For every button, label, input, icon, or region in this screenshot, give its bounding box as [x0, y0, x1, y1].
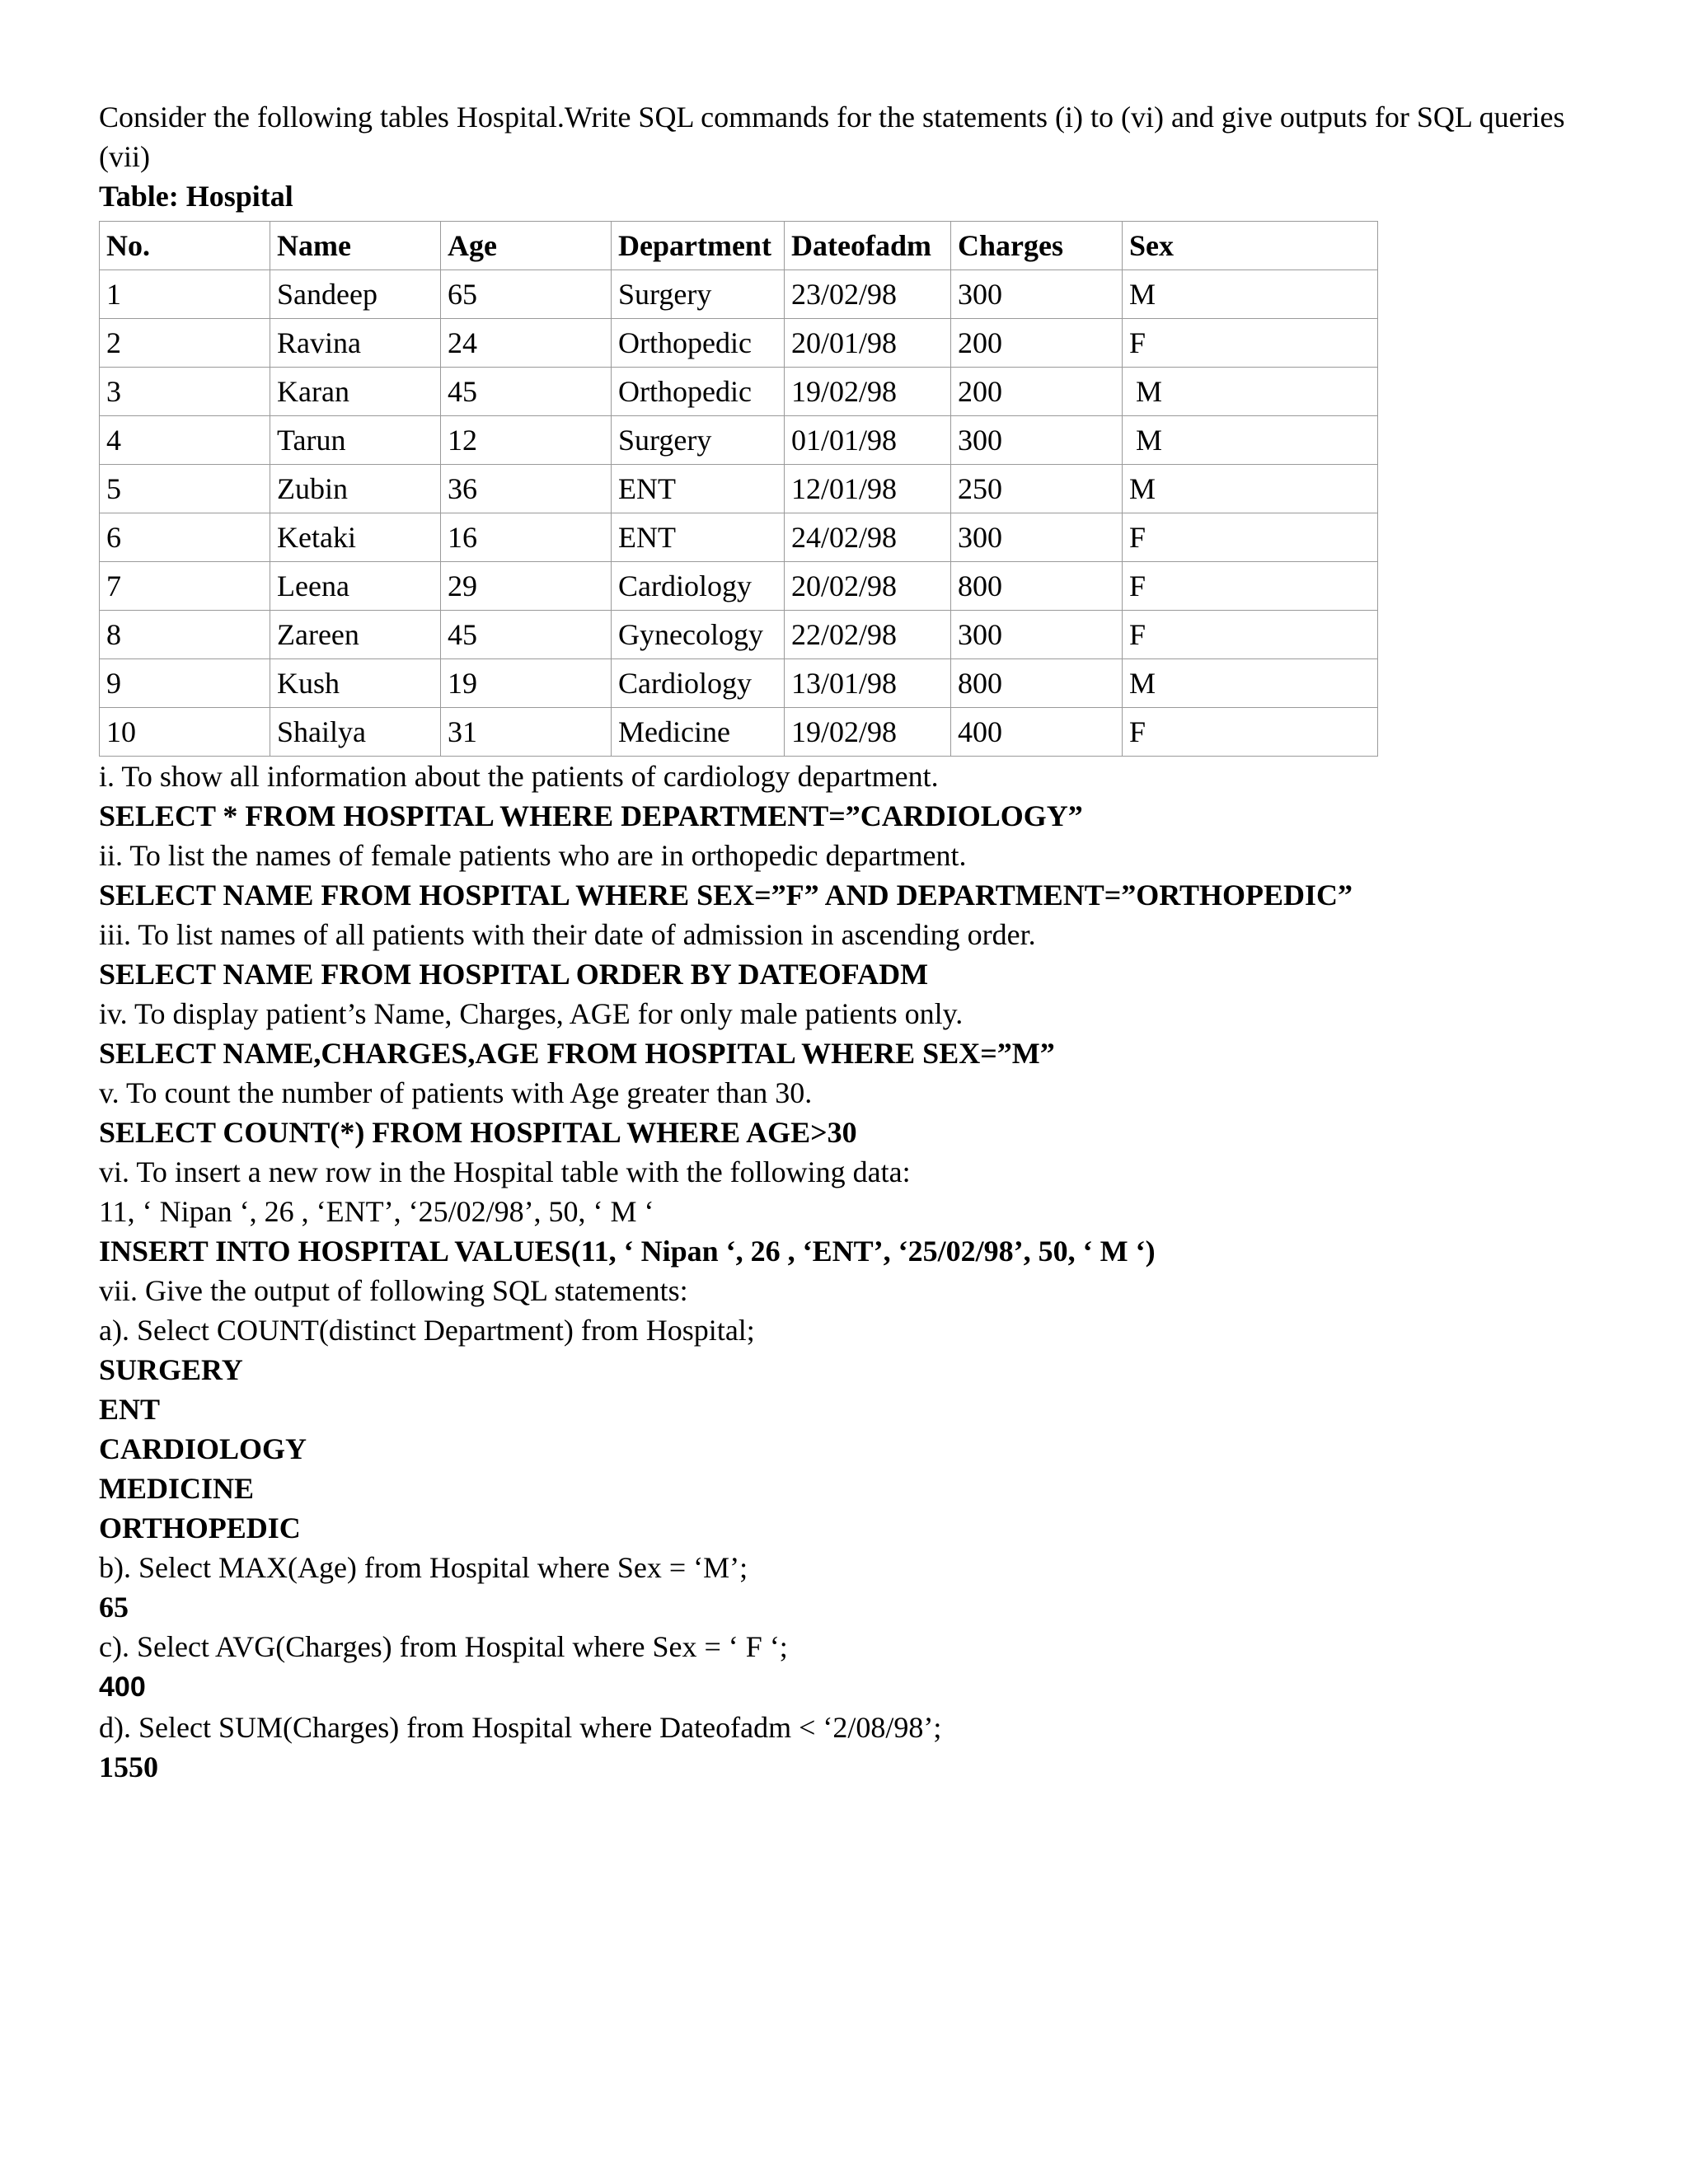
table-cell: 19/02/98 — [785, 368, 951, 416]
table-cell: Surgery — [612, 270, 785, 319]
table-cell: 45 — [441, 611, 612, 659]
table-cell: 22/02/98 — [785, 611, 951, 659]
table-cell: Zareen — [270, 611, 441, 659]
table-cell: Ketaki — [270, 513, 441, 562]
table-cell: 19 — [441, 659, 612, 708]
table-cell: Gynecology — [612, 611, 785, 659]
table-cell: 23/02/98 — [785, 270, 951, 319]
answer-7c: 400 — [99, 1671, 146, 1703]
table-cell: 12 — [441, 416, 612, 465]
intro-text: Consider the following tables Hospital.Write SQL commands for the statements (i) to (vi) and give outputs for SQL queries (vii) — [99, 101, 1565, 173]
table-cell: 300 — [951, 270, 1123, 319]
table-cell: ENT — [612, 513, 785, 562]
table-cell: 29 — [441, 562, 612, 611]
table-cell: 45 — [441, 368, 612, 416]
answer-7d: 1550 — [99, 1750, 158, 1783]
answer-5: SELECT COUNT(*) FROM HOSPITAL WHERE AGE>30 — [99, 1116, 857, 1149]
table-row — [100, 513, 1378, 562]
question-1: i. To show all information about the patients of cardiology department. — [99, 760, 939, 793]
table-cell: 01/01/98 — [785, 416, 951, 465]
table-cell: 19/02/98 — [785, 708, 951, 757]
question-4: iv. To display patient’s Name, Charges, AGE for only male patients only. — [99, 997, 964, 1030]
table-cell: F — [1123, 562, 1378, 611]
table-cell: 200 — [951, 319, 1123, 368]
table-cell: M — [1123, 659, 1378, 708]
table-cell: Orthopedic — [612, 319, 785, 368]
table-cell: 13/01/98 — [785, 659, 951, 708]
table-cell: M — [1123, 465, 1378, 513]
table-cell: 1 — [100, 270, 270, 319]
table-row — [100, 659, 1378, 708]
table-cell: Sandeep — [270, 270, 441, 319]
answer-7b: 65 — [99, 1591, 129, 1624]
question-6-data: 11, ‘ Nipan ‘, 26 , ‘ENT’, ‘25/02/98’, 50, ‘ M ‘ — [99, 1195, 654, 1228]
answer-3: SELECT NAME FROM HOSPITAL ORDER BY DATEOFADM — [99, 958, 929, 991]
header-cell: Dateofadm — [785, 222, 951, 270]
table-cell: 800 — [951, 659, 1123, 708]
header-cell: Sex — [1123, 222, 1378, 270]
question-2: ii. To list the names of female patients who are in orthopedic department. — [99, 839, 967, 872]
table-cell: 4 — [100, 416, 270, 465]
table-cell: 2 — [100, 319, 270, 368]
question-5: v. To count the number of patients with Age greater than 30. — [99, 1076, 813, 1109]
table-cell: 300 — [951, 513, 1123, 562]
table-row — [100, 562, 1378, 611]
table-row — [100, 319, 1378, 368]
header-cell: Charges — [951, 222, 1123, 270]
table-title: Table: Hospital — [99, 180, 293, 213]
table-cell: 20/02/98 — [785, 562, 951, 611]
table-row — [100, 270, 1378, 319]
table-cell: 24 — [441, 319, 612, 368]
table-cell: 9 — [100, 659, 270, 708]
table-cell: F — [1123, 708, 1378, 757]
table-cell: Kush — [270, 659, 441, 708]
table-cell: 16 — [441, 513, 612, 562]
answer-2: SELECT NAME FROM HOSPITAL WHERE SEX=”F” AND DEPARTMENT=”ORTHOPEDIC” — [99, 879, 1353, 912]
question-6: vi. To insert a new row in the Hospital table with the following data: — [99, 1155, 911, 1188]
table-cell: 7 — [100, 562, 270, 611]
table-header-row — [100, 222, 1378, 270]
table-cell: F — [1123, 513, 1378, 562]
questions-section — [99, 757, 1607, 1787]
question-7d: d). Select SUM(Charges) from Hospital where Dateofadm < ‘2/08/98’; — [99, 1711, 942, 1744]
question-3: iii. To list names of all patients with their date of admission in ascending order. — [99, 918, 1036, 951]
answer-1: SELECT * FROM HOSPITAL WHERE DEPARTMENT=”CARDIOLOGY” — [99, 799, 1083, 832]
question-7b: b). Select MAX(Age) from Hospital where Sex = ‘M’; — [99, 1551, 748, 1584]
table-cell: 3 — [100, 368, 270, 416]
table-cell: Orthopedic — [612, 368, 785, 416]
table-cell: 20/01/98 — [785, 319, 951, 368]
answer-7a-line: MEDICINE — [99, 1472, 255, 1505]
table-cell: Tarun — [270, 416, 441, 465]
question-7c: c). Select AVG(Charges) from Hospital where Sex = ‘ F ‘; — [99, 1630, 788, 1663]
answer-7a-line: ENT — [99, 1393, 161, 1426]
table-cell: 800 — [951, 562, 1123, 611]
question-7a: a). Select COUNT(distinct Department) from Hospital; — [99, 1314, 755, 1347]
table-cell: M — [1123, 416, 1378, 465]
header-cell: Department — [612, 222, 785, 270]
answer-6: INSERT INTO HOSPITAL VALUES(11, ‘ Nipan ‘, 26 , ‘ENT’, ‘25/02/98’, 50, ‘ M ‘) — [99, 1235, 1156, 1268]
table-cell: 5 — [100, 465, 270, 513]
table-cell: 300 — [951, 416, 1123, 465]
header-cell: Age — [441, 222, 612, 270]
table-cell: M — [1123, 368, 1378, 416]
table-cell: Ravina — [270, 319, 441, 368]
table-cell: 8 — [100, 611, 270, 659]
table-cell: 10 — [100, 708, 270, 757]
question-7: vii. Give the output of following SQL statements: — [99, 1274, 688, 1307]
table-cell: 24/02/98 — [785, 513, 951, 562]
table-cell: Zubin — [270, 465, 441, 513]
table-cell: Karan — [270, 368, 441, 416]
table-cell: 200 — [951, 368, 1123, 416]
table-cell: F — [1123, 319, 1378, 368]
table-row — [100, 611, 1378, 659]
table-cell: 250 — [951, 465, 1123, 513]
table-cell: ENT — [612, 465, 785, 513]
table-cell: Medicine — [612, 708, 785, 757]
answer-7a-line: ORTHOPEDIC — [99, 1511, 301, 1544]
answer-4: SELECT NAME,CHARGES,AGE FROM HOSPITAL WHERE SEX=”M” — [99, 1037, 1055, 1070]
table-cell: Surgery — [612, 416, 785, 465]
header-cell: Name — [270, 222, 441, 270]
table-cell: F — [1123, 611, 1378, 659]
document-page — [99, 97, 1607, 1787]
table-cell: Cardiology — [612, 659, 785, 708]
table-cell: Cardiology — [612, 562, 785, 611]
table-cell: 12/01/98 — [785, 465, 951, 513]
table-row — [100, 368, 1378, 416]
table-row — [100, 708, 1378, 757]
table-row — [100, 416, 1378, 465]
table-cell: 400 — [951, 708, 1123, 757]
table-cell: M — [1123, 270, 1378, 319]
table-cell: 31 — [441, 708, 612, 757]
table-cell: 300 — [951, 611, 1123, 659]
table-cell: Leena — [270, 562, 441, 611]
table-row — [100, 465, 1378, 513]
answer-7a-line: SURGERY — [99, 1353, 243, 1386]
header-cell: No. — [100, 222, 270, 270]
hospital-table — [99, 221, 1378, 757]
table-cell: 6 — [100, 513, 270, 562]
answer-7a-line: CARDIOLOGY — [99, 1432, 307, 1465]
table-cell: Shailya — [270, 708, 441, 757]
table-cell: 36 — [441, 465, 612, 513]
table-cell: 65 — [441, 270, 612, 319]
